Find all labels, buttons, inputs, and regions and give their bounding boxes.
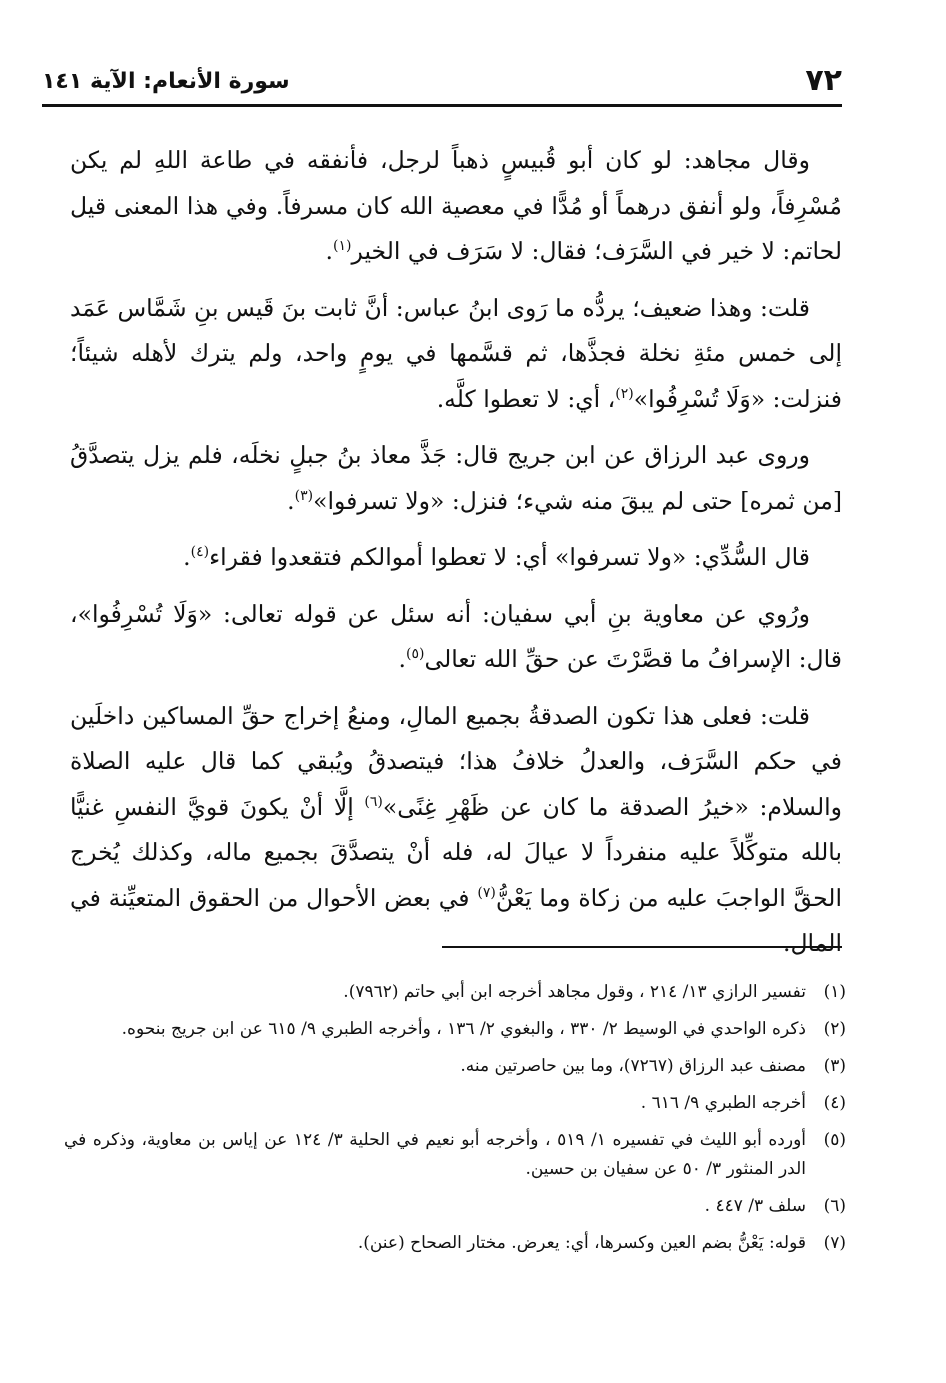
footnote-ref-5: (٥) <box>406 646 425 663</box>
footnote-text: أخرجه الطبري ٩/ ٦١٦ . <box>640 1093 806 1113</box>
paragraph-5: ورُوي عن معاوية بنِ أبي سفيان: أنه سئل عن قوله تعالى: «وَلَا تُسْرِفُوا»، قال: الإسرافُ ما قصَّرْتَ عن حقِّ الله تعالى$^{(٥)}$. <box>70 599 842 673</box>
paragraph-3: وروى عبد الرزاق عن ابن جريج قال: جَذَّ معاذ بنُ جبلٍ نخلَه، فلم يزل يتصدَّقُ [من ثمره] حتى لم يبقَ منه شيء؛ فنزل: «ولا تسرفوا»$^{(٣)}$. <box>70 441 842 515</box>
footnote-ref-1: (١) <box>333 238 352 255</box>
paragraph-2: قلت: وهذا ضعيف؛ يردُّه ما رَوى ابنُ عباس: أنَّ ثابت بنَ قَيس بنِ شَمَّاس عَمَد إلى خمس مئةِ نخلة فجذَّها، ثم قسَّمها في يومٍ واحد، ولم يترك لأهله شيئاً؛ فنزلت: «وَلَا تُسْرِفُوا»$^{(٢)}$، أي: لا تعطوا كلَّه. <box>70 293 842 413</box>
footnote-7 <box>64 1229 846 1258</box>
header-rule <box>42 104 842 107</box>
paragraph-1: وقال مجاهد: لو كان أبو قُبيسٍ ذهباً لرجل، فأنفقه في طاعة اللهِ لم يكن مُسْرِفاً، ولو أنفق درهماً أو مُدًّا في معصية الله كان مسرفاً. وفي هذا المعنى قيل لحاتم: لا خير في السَّرَف؛ فقال: لا سَرَف في الخير$^{(١)}$. <box>70 146 842 265</box>
footnote-6 <box>64 1192 846 1221</box>
footnote-text: أورده أبو الليث في تفسيره ١/ ٥١٩ ، وأخرجه أبو نعيم في الحلية ٣/ ١٢٤ عن إياس بن معاوية، وذكره في الدر المنثور ٣/ ٥٠ عن سفيان بن حسين. <box>64 1130 807 1179</box>
footnote-ref-4: (٤) <box>190 544 210 561</box>
footnote-number: (٧) <box>823 1233 846 1253</box>
footnote-number: (٤) <box>823 1093 846 1113</box>
footnote-text: سلف ٣/ ٤٤٧ . <box>704 1196 806 1216</box>
page-number: ٧٢ <box>805 63 842 98</box>
footnote-number: (٢) <box>823 1019 846 1039</box>
footnote-text: ذكره الواحدي في الوسيط ٢/ ٣٣٠ ، والبغوي ٢/ ١٣٦ ، وأخرجه الطبري ٩/ ٦١٥ عن ابن جريج بنحوه. <box>121 1019 806 1039</box>
footnote-4 <box>64 1089 846 1118</box>
footnotes <box>64 978 846 1266</box>
footnote-text: مصنف عبد الرزاق (٧٢٦٧)، وما بين حاصرتين منه. <box>460 1056 806 1076</box>
paragraph-6: قلت: فعلى هذا تكون الصدقةُ بجميع المالِ، ومنعُ إخراج حقِّ المساكين داخلَين في حكم السَّرَف، والعدلُ خلافُ هذا؛ فيتصدقُ ويُبقي كما قال عليه الصلاة والسلام: «خيرُ الصدقة ما كان عن ظَهْرِ غِنًى»$^{(٦)}$ إلَّا أنْ يكونَ قويَّ النفسِ غنيًّا بالله متوكِّلاً عليه منفرداً لا عيالَ له، فله أنْ يتصدَّقَ بجميع ماله، وكذلك يُخرج الحقَّ الواجبَ عليه من زكاة وما يَعْنُّ$^{(٧)}$ في بعض الأحوال من الحقوق المتعيِّنة في المال. <box>70 701 843 957</box>
footnote-1 <box>64 978 846 1007</box>
main-text <box>70 138 842 978</box>
footnote-3 <box>64 1052 846 1081</box>
footnote-ref-7: (٧) <box>477 884 496 901</box>
footnote-ref-2: (٢) <box>615 385 634 402</box>
footnote-ref-6: (٦) <box>364 793 383 810</box>
footnote-number: (٥) <box>823 1130 847 1150</box>
footnote-separator <box>442 946 842 948</box>
footnote-ref-3: (٣) <box>294 487 314 504</box>
page-header <box>42 62 842 102</box>
footnote-text: تفسير الرازي ١٣/ ٢١٤ ، وقول مجاهد أخرجه ابن أبي حاتم (٧٩٦٢). <box>343 982 806 1002</box>
footnote-5 <box>64 1126 846 1184</box>
footnote-2 <box>64 1015 846 1044</box>
paragraph-4: قال السُّدِّي: «ولا تسرفوا» أي: لا تعطوا أموالكم فتقعدوا فقراء$^{(٤)}$. <box>183 543 810 571</box>
running-title: سورة الأنعام: الآية ١٤١ <box>42 69 290 94</box>
footnote-number: (٣) <box>823 1056 846 1076</box>
footnote-number: (٦) <box>823 1196 846 1216</box>
footnote-text: قوله: يَعْنُّ بضم العين وكسرها، أي: يعرض. مختار الصحاح (عنن). <box>357 1233 806 1253</box>
footnote-number: (١) <box>823 982 846 1002</box>
